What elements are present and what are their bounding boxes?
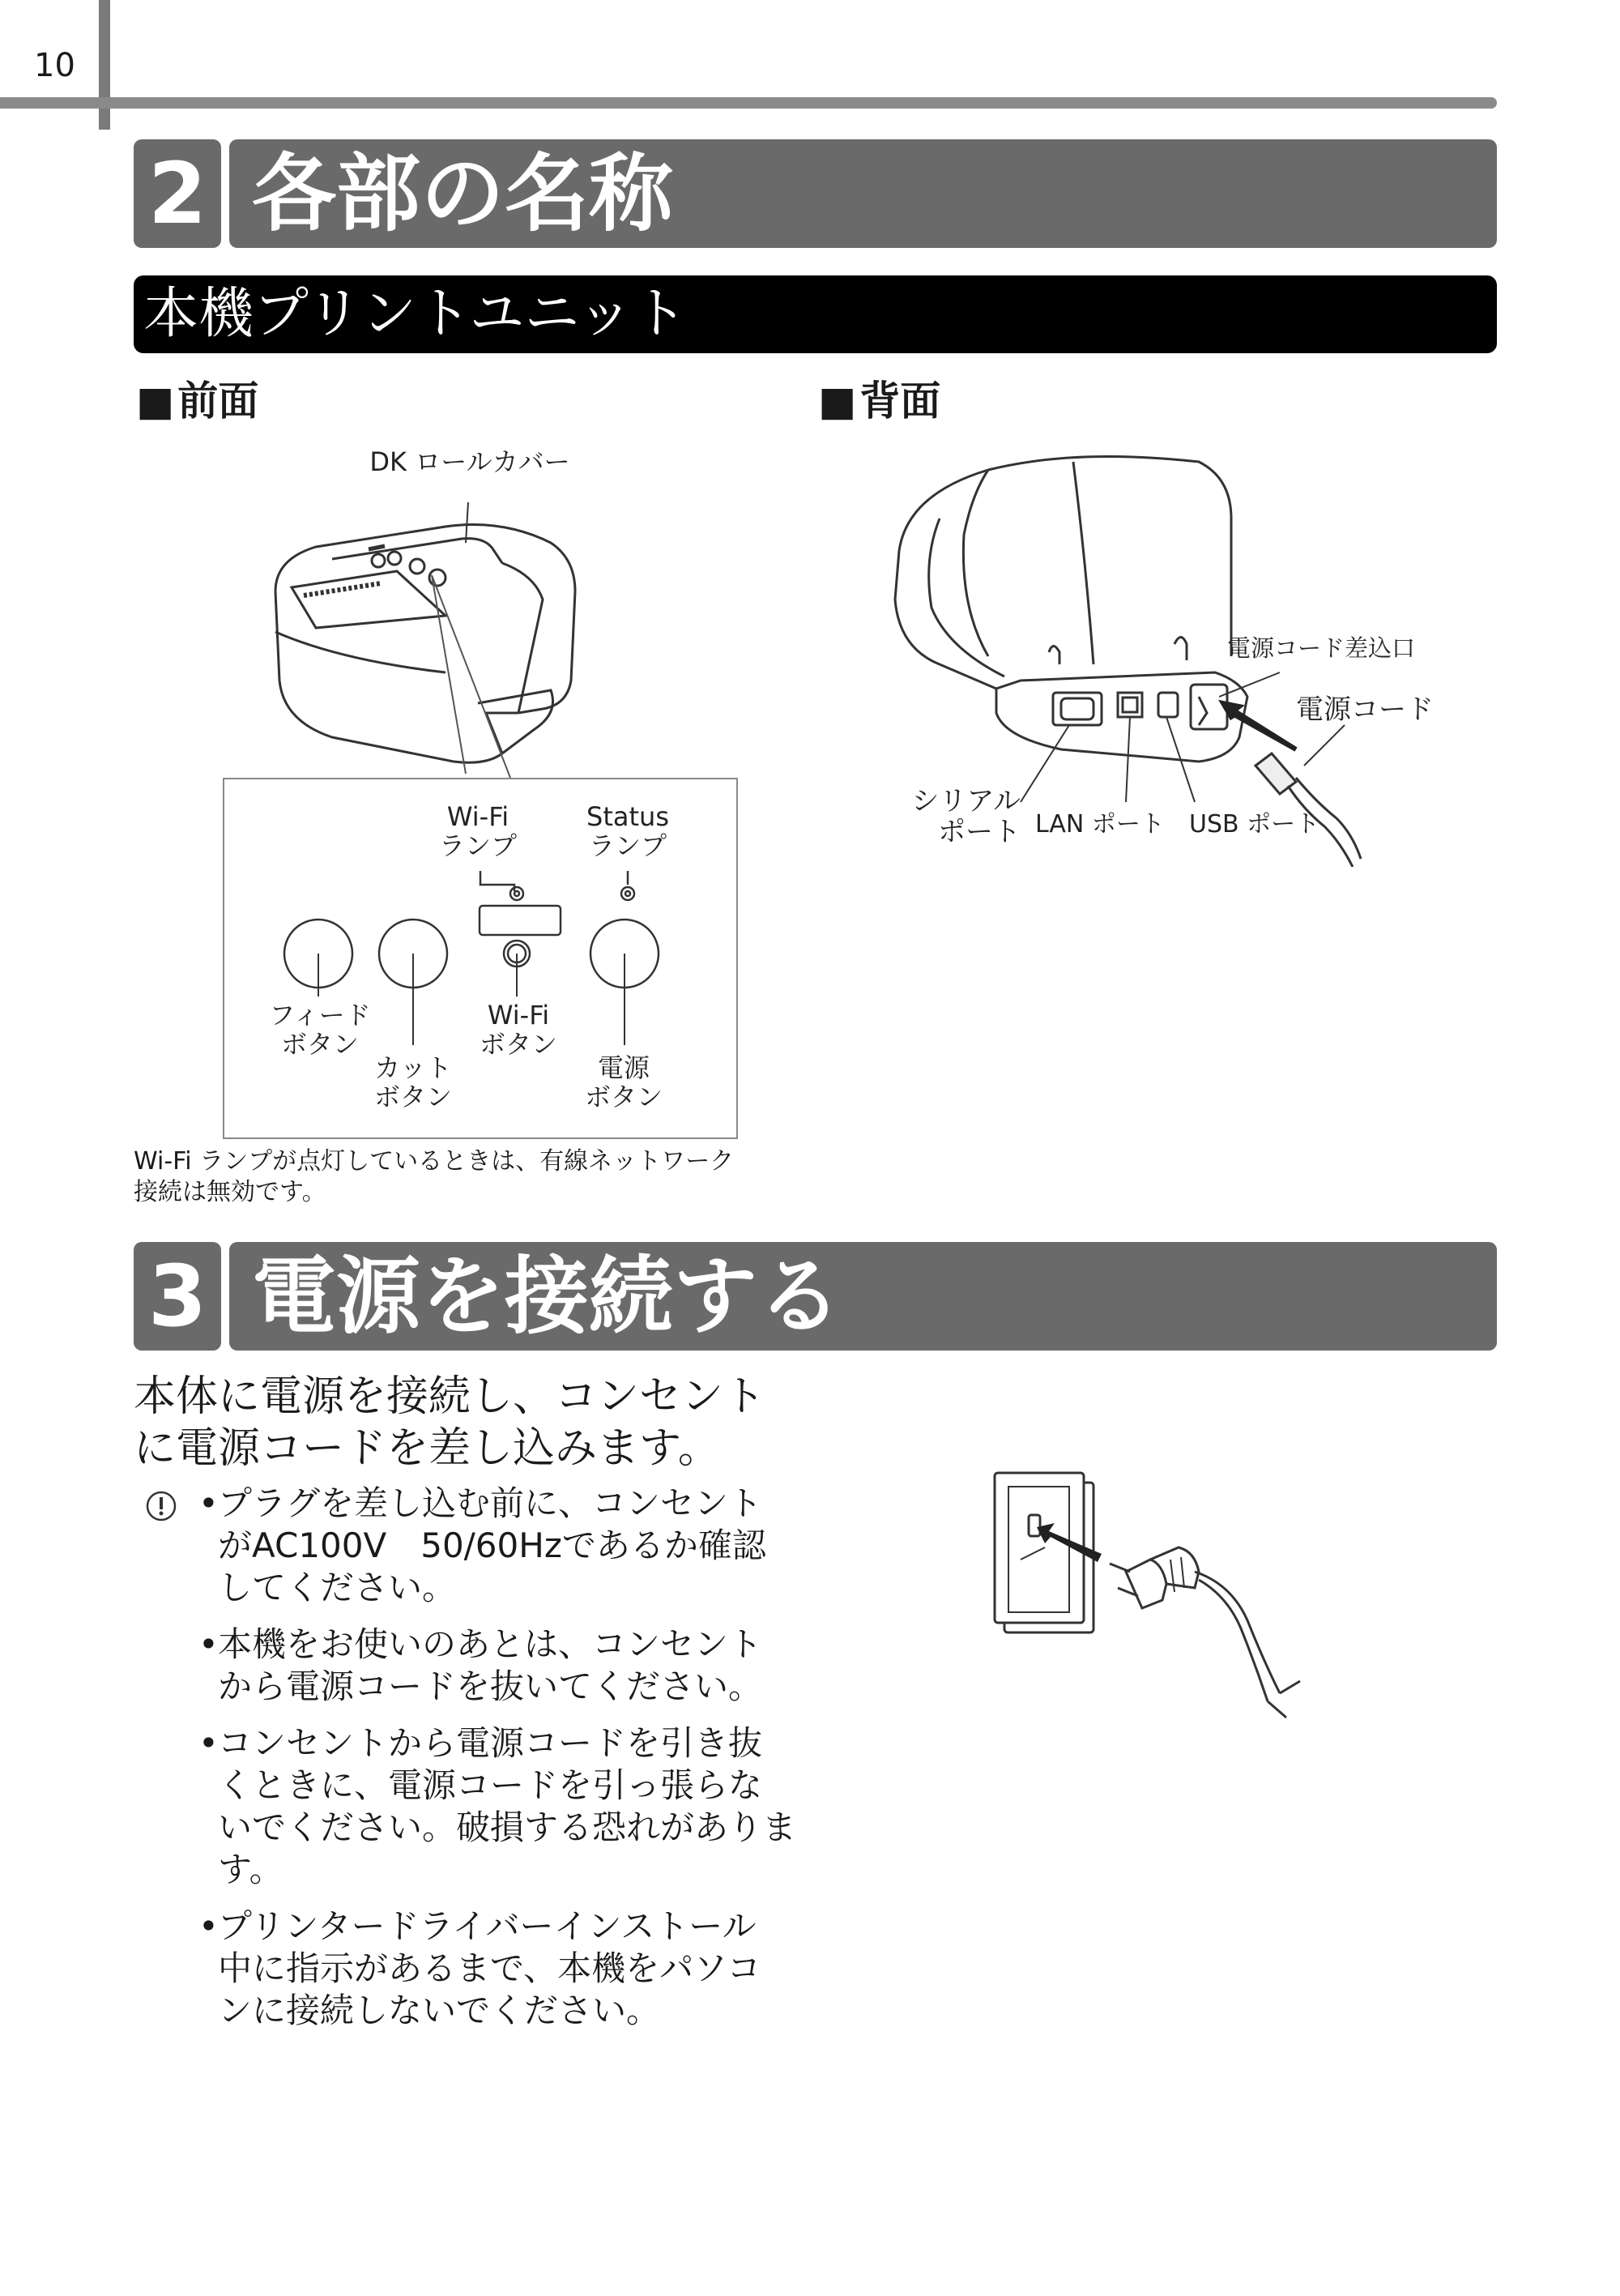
intro-line1: 本体に電源を接続し、コンセント — [134, 1372, 766, 1421]
status-lamp-label-line2: ランプ — [588, 830, 667, 861]
caution-item-line: • コンセントから電源コードを引き抜 — [218, 1723, 763, 1763]
wifi-button-label — [462, 1001, 575, 1059]
feed-button-label-line2: ボタン — [280, 1029, 359, 1060]
section-number: 2 — [134, 139, 221, 248]
intro-line2: に電源コードを差し込みます。 — [134, 1424, 720, 1473]
section-2-header — [134, 139, 1497, 248]
caution-item — [198, 1624, 830, 1708]
page-number: 10 — [34, 47, 75, 84]
wifi-lamp-label-line2: ランプ — [438, 830, 517, 861]
caution-list — [198, 1483, 830, 2046]
dk-roll-cover-label: DK ロールカバー — [369, 446, 570, 477]
section-number: 3 — [134, 1242, 221, 1351]
serial-port-label-line1: シリアル — [911, 785, 1021, 817]
wifi-button-label-line2: ボタン — [479, 1029, 557, 1060]
header-horizontal-rule — [0, 97, 1497, 109]
status-lamp-label-line1: Status — [586, 801, 669, 832]
subheading-print-unit: 本機プリントユニット — [134, 275, 1497, 353]
caution-item-line: • 本機をお使いのあとは、コンセント — [218, 1624, 763, 1664]
cut-button-label — [356, 1053, 470, 1112]
caution-item-line: 中に指示があるまで、本機をパソコ — [218, 1948, 761, 1988]
serial-port-label — [899, 786, 1021, 847]
power-inlet-label: 電源コード差込口 — [1227, 634, 1416, 662]
header-vertical-rule — [99, 0, 110, 130]
caution-icon — [144, 1489, 178, 1523]
power-button-label-line1: 電源 — [597, 1052, 650, 1083]
lan-port-label: LAN ポート — [1035, 810, 1165, 839]
power-cord-label: 電源コード — [1296, 693, 1434, 726]
caution-item-line: • プラグを差し込む前に、コンセント — [218, 1483, 763, 1523]
section-3-header — [134, 1242, 1497, 1351]
section-title: 各部の名称 — [229, 139, 1497, 248]
caution-item-line: してください。 — [218, 1568, 457, 1607]
caution-item-line: • プリンタードライバーインストール — [218, 1906, 757, 1946]
feed-button-label — [259, 1001, 381, 1059]
note-line1: Wi-Fi ランプが点灯しているときは、有線ネットワーク — [134, 1147, 735, 1176]
connect-intro — [134, 1371, 863, 1474]
wifi-lamp-note — [134, 1146, 830, 1208]
section-title: 電源を接続する — [229, 1242, 1497, 1351]
wifi-lamp-label-line1: Wi-Fi — [446, 801, 509, 832]
caution-item — [198, 1906, 830, 2032]
caution-item-line: す。 — [218, 1850, 284, 1889]
feed-button-label-line1: フィード — [269, 1000, 371, 1031]
serial-port-label-line2: ポート — [938, 816, 1021, 848]
caution-item-line: から電源コードを抜いてください。 — [218, 1667, 763, 1706]
caution-item — [198, 1483, 830, 1609]
caution-item-line: がAC100V 50/60Hzであるか確認 — [218, 1526, 766, 1565]
cut-button-label-line2: ボタン — [373, 1082, 452, 1112]
caution-item-line: くときに、電源コードを引っ張らな — [218, 1765, 763, 1805]
caution-item-line: ンに接続しないでください。 — [218, 1991, 661, 2030]
cut-button-label-line1: カット — [374, 1052, 452, 1083]
power-button-label-line2: ボタン — [584, 1082, 663, 1112]
printer-front-illustration — [243, 486, 616, 794]
front-heading: ■ 前面 — [136, 369, 258, 427]
usb-port-label: USB ポート — [1189, 810, 1320, 839]
caution-item — [198, 1722, 830, 1891]
caution-item-line: いでください。破損する恐れがありま — [218, 1807, 797, 1847]
back-heading: ■ 背面 — [818, 369, 940, 427]
note-line2: 接続は無効です。 — [134, 1178, 326, 1206]
wifi-button-label-line1: Wi-Fi — [487, 1000, 550, 1031]
outlet-plug-illustration — [988, 1450, 1328, 1726]
power-button-label — [567, 1053, 680, 1112]
